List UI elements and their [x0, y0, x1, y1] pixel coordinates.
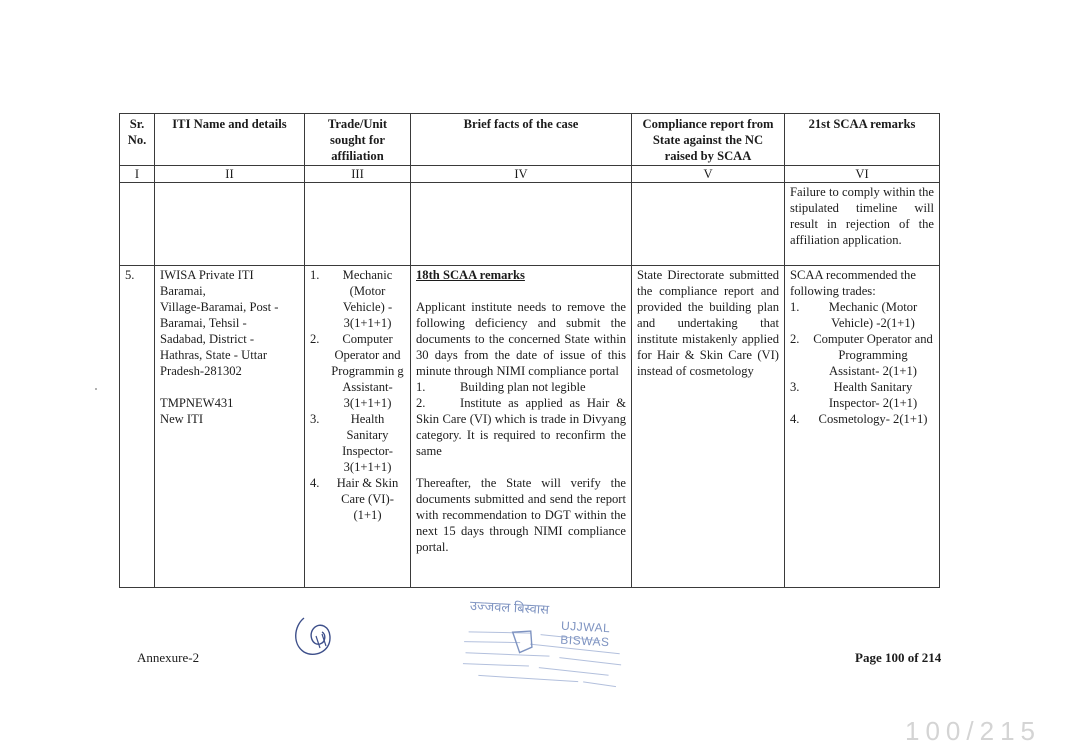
iti-line: Baramai, Tehsil - [160, 316, 247, 330]
list-item: 2. Computer Operator and Programming Assistant- 2(1+1) [790, 332, 933, 378]
scan-page-counter: 100/215 [905, 716, 1041, 746]
trades-sought [305, 266, 411, 588]
scan-speck [95, 388, 97, 390]
roman-col-6: VI [785, 166, 940, 183]
roman-numeral-row [120, 166, 940, 183]
brief-facts [411, 266, 632, 588]
handwritten-initials [290, 612, 340, 660]
annexure-label: Annexure-2 [137, 650, 200, 665]
header-brief-facts: Brief facts of the case [411, 114, 632, 166]
page-number: Page 100 of 214 [855, 650, 942, 665]
list-item: 4. Hair & Skin Care (VI)- (1+1) [310, 476, 399, 522]
facts-heading: 18th SCAA remarks [416, 268, 525, 282]
list-item: 4. Cosmetology- 2(1+1) [790, 412, 928, 426]
official-stamp: उज्जवल बिस्वास UJJWAL BISWAS [458, 595, 638, 696]
facts-paragraph: Applicant institute needs to remove the following deficiency and submit the documents to the concerned State within 30 days from the date of issue of this minute through NIMI compliance portal [416, 300, 626, 378]
continued-row [120, 183, 940, 266]
header-row [120, 114, 940, 166]
list-item: 3. Health Sanitary Inspector- 3(1+1+1) [310, 412, 393, 474]
roman-col-1: I [120, 166, 155, 183]
header-trade-unit: Trade/Unit sought for affiliation [305, 114, 411, 166]
list-item: 2. Institute as applied as Hair & Skin Care (VI) which is trade in Divyang category. It is required to reconfirm the same [416, 396, 626, 458]
header-sr-no: Sr. No. [120, 114, 155, 166]
header-iti-name: ITI Name and details [155, 114, 305, 166]
list-item: 1. Building plan not legible [416, 380, 586, 394]
list-item: 2. Computer Operator and Programmin g Assistant- 3(1+1+1) [310, 332, 404, 410]
header-scaa-remarks: 21st SCAA remarks [785, 114, 940, 166]
iti-line: Sadabad, District - [160, 332, 255, 346]
remarks-intro: SCAA recommended the following trades: [790, 268, 916, 298]
list-item: 3. Health Sanitary Inspector- 2(1+1) [790, 380, 918, 410]
iti-line: Pradesh-281302 [160, 364, 242, 378]
iti-line: Hathras, State - Uttar [160, 348, 268, 362]
facts-paragraph: Thereafter, the State will verify the documents submitted and send the report with recommendation to DGT within the next 15 days through NIMI compliance portal. [416, 476, 626, 554]
scaa-remarks [785, 266, 940, 588]
stamp-text-smudge [458, 625, 631, 694]
list-item: 1. Mechanic (Motor Vehicle) -2(1+1) [790, 300, 918, 330]
iti-details [155, 266, 305, 588]
row-sr-no: 5. [120, 266, 155, 588]
list-item: 1. Mechanic (Motor Vehicle) - 3(1+1+1) [310, 268, 393, 330]
table-row [120, 266, 940, 588]
iti-line: Baramai, [160, 284, 206, 298]
iti-line: Village-Baramai, Post - [160, 300, 279, 314]
header-compliance-report: Compliance report from State against the NC raised by SCAA [632, 114, 785, 166]
roman-col-4: IV [411, 166, 632, 183]
roman-col-2: II [155, 166, 305, 183]
compliance-report: State Directorate submitted the compliance report and provided the building plan and undertaking that institute mistakenly applied for Hair & Skin Care (VI) instead of cosmetology [632, 266, 785, 588]
iti-code: TMPNEW431 [160, 396, 234, 410]
affiliation-table [119, 113, 940, 588]
iti-line: IWISA Private ITI [160, 268, 254, 282]
roman-col-3: III [305, 166, 411, 183]
roman-col-5: V [632, 166, 785, 183]
iti-type: New ITI [160, 412, 204, 426]
continued-remarks: Failure to comply within the stipulated timeline will result in rejection of the affiliation application. [785, 183, 940, 266]
